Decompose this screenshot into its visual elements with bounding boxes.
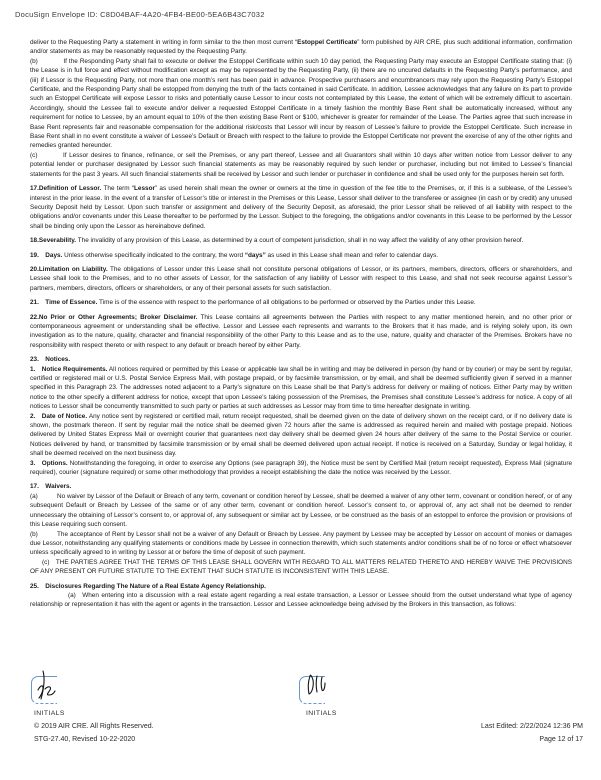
initials-field-left[interactable]	[31, 676, 57, 704]
text-segment: (b)	[30, 57, 64, 65]
bold-text-segment: 19.	[30, 251, 39, 259]
text-segment: If the Responding Party shall fail to execute or deliver the Estoppel Certificate within such 10 day period, the Requesting Party may execute an Estoppel Certificate stating that: (i) the Lease is in full force and effect without modification except as may be represented by the Requesting Party, (ii) there are no uncured defaults in the Requesting Party’s performance, and (iii) if Lessor is the Requesting Party, not more than one month’s rent has been paid in advance. Prospective purchasers and encumbrancers may rely upon the Requesting Party’s Estoppel Certificate, and the Responding Party shall be estopped from denying the truth of the facts contained in said Certificate. In addition, Lessee acknowledges that any failure on its part to provide such an Estoppel Certificate will expose Lessor to risks and potentially cause Lessor to incur costs not contemplated by this Lease, the extent of which will be extremely difficult to ascertain. Accordingly, should the Lessee fail to execute and/or deliver a requested Estoppel Certificate in a timely fashion the monthly Base Rent shall be automatically increased, without any requirement for notice to Lessee, by an amount equal to 10% of the then existing Base Rent or $100, whichever is greater for remainder of the Lease. The Parties agree that such increase in Base Rent represents fair and reasonable compensation for the additional risk/costs that Lessor will incur by reason of Lessee’s failure to provide the Estoppel Certificate. Such increase in Base Rent shall in no event constitute a waiver of Lessee’s Default or Breach with respect to the failure to provide the Estoppel Certificate nor prevent the exercise of any of the other rights and remedies granted hereunder.	[30, 57, 572, 150]
paragraph	[30, 151, 572, 179]
paragraph	[30, 582, 572, 591]
bold-text-segment: Days.	[45, 251, 63, 259]
text-segment: Any notice sent by registered or certified mail, return receipt requested, shall be deemed given on the date of delivery shown on the receipt card, or if no delivery date is shown, the postmark thereon. If sent by regular mail the notice shall be deemed given 72 hours after the same is addressed as required herein and mailed with postage prepaid. Notices delivered by United States Express Mail or overnight courier that guarantees next day delivery shall be deemed given 24 hours after delivery of the same to the Postal Service or courier. Notices delivered by hand, or transmitted by facsimile transmission or by email shall be deemed delivered upon actual receipt. If notice is received on a Saturday, Sunday or legal holiday, it shall be deemed received on the next business day.	[30, 412, 572, 458]
bold-text-segment: 25.	[30, 582, 39, 590]
bold-text-segment: 22.No Prior or Other Agreements; Broker Disclaimer.	[30, 313, 198, 321]
bold-text-segment: “days”	[244, 251, 266, 259]
footer-last-edited: Last Edited: 2/22/2024 12:36 PM	[481, 723, 583, 730]
bold-text-segment: Lessor	[134, 185, 155, 193]
paragraph	[30, 355, 572, 364]
bold-text-segment: Options.	[41, 459, 68, 467]
bold-text-segment: Notice Requirements.	[41, 365, 108, 373]
paragraph	[30, 412, 572, 459]
paragraph	[30, 459, 572, 478]
text-segment: deliver to the Requesting Party a statement in writing in form similar to the then most current “	[30, 39, 298, 46]
bold-text-segment: 17.Definition of Lessor.	[30, 185, 102, 193]
text-segment: (c)	[42, 558, 56, 566]
text-segment: (c)	[30, 151, 64, 159]
paragraph	[30, 38, 572, 57]
text-segment: The term “	[101, 185, 135, 193]
bold-text-segment: 21.	[30, 299, 39, 307]
bold-text-segment: Date of Notice.	[41, 412, 88, 420]
bold-text-segment: 1.	[30, 365, 36, 373]
footer-page-number: Page 12 of 17	[539, 736, 583, 743]
bold-text-segment: 18.Severability.	[30, 237, 77, 245]
text-segment: ” as used herein shall mean the owner or owners at the time in question of the fee title to the Premises, or, if this is a sublease, of the Lessee’s interest in the prior lease. In the event of a transfer of Lessor’s title or interest in the Premises or this Lease, Lessor shall deliver to the transferee or assignee (in cash or by credit) any unused Security Deposit held by Lessor. Upon such transfer or assignment and delivery of the Security Deposit, as aforesaid, the prior Lessor shall be relieved of all liability with respect to the obligations and/or covenants under this Lease thereafter to be performed by the Lessor. Subject to the foregoing, the obligations and/or covenants in this Lease to be performed by the Lessor shall be binding only upon the Lessor as hereinabove defined.	[30, 185, 572, 230]
bold-text-segment: 23.	[30, 356, 39, 364]
text-segment: All notices required or permitted by this Lease or applicable law shall be in writing and may be delivered in person (by hand or by courier) or may be sent by regular, certified or registered mail or U.S. Postal Service Express Mail, with postage prepaid, or by facsimile transmission, or by email, and shall be deemed sufficiently given if served in a manner specified in this Paragraph 23. The addresses noted adjacent to a Party’s signature on this Lease shall be that Party’s address for delivery or mailing of notices. Either Party may by written notice to the other specify a different address for notice, except that upon Lessee’s taking possession of the Premises, the Premises shall constitute Lessee’s address for notice. A copy of all notices to Lessor shall be concurrently transmitted to such party or parties at such addresses as Lessor may from time to time hereafter designate in writing.	[30, 365, 572, 411]
paragraph	[30, 298, 572, 307]
paragraph	[30, 265, 572, 293]
text-segment: This Lease contains all agreements between the Parties with respect to any matter mentioned herein, and no other prior or contemporaneous agreement or understanding shall be effective. Lessor and Lessee each represents and warrants to the Brokers that it has made, and is relying solely upon, its own investigation as to the nature, quality, character and financial responsibility of the other Party to this Lease and as to the use, nature, quality and character of the Premises. Brokers have no responsibility with respect thereto or with respect to any default or breach hereof by either Party.	[30, 313, 572, 349]
bold-text-segment: 17.	[30, 483, 39, 491]
paragraph	[30, 313, 572, 351]
bold-text-segment: Time of Essence.	[45, 299, 98, 307]
paragraph	[30, 184, 572, 231]
bold-text-segment: 20.Limitation on Liability.	[30, 265, 108, 273]
text-segment: When entering into a discussion with a real estate agent regarding a real estate transaction, a Lessor or Lessee should from the outset understand what type of agency relationship or representation it has with the agent or agents in the transaction. Lessor and Lessee acknowledge being advised by the Brokers in this transaction, as follows:	[30, 591, 572, 609]
text-segment: Unless otherwise specifically indicated to the contrary, the word	[62, 251, 245, 259]
paragraph	[30, 558, 572, 577]
paragraph	[30, 57, 572, 151]
text-segment: ” form published by AIR CRE, plus such additional information, confirmation and/or statements as may be reasonably requested by the Requesting Party.	[30, 39, 573, 56]
bold-text-segment: Estoppel Certificate	[297, 39, 358, 46]
paragraph	[30, 482, 572, 491]
initials-field-right[interactable]	[299, 676, 325, 704]
text-segment: Notwithstanding the foregoing, in order to exercise any Options (see paragraph 39), the Notice must be sent by Certified Mail (return receipt requested), Express Mail (signature required), courier (signature required) or some other methodology that provides a receipt establishing the date the notice was received by the Lessor.	[30, 459, 572, 477]
text-segment: The obligations of Lessor under this Lease shall not constitute personal obligations of Lessor, or its partners, members, directors, officers or shareholders, and Lessee shall look to the Premises, and to no other assets of Lessor, for the satisfaction of any liability of Lessor with respect to this Lease, and shall not seek recourse against Lessor’s partners, members, directors, officers or shareholders, or any of their personal assets for such satisfaction.	[30, 265, 572, 292]
initials-label-left: INITIALS	[34, 710, 65, 717]
text-segment: If Lessor desires to finance, refinance, or sell the Premises, or any part thereof, Lessee and all Guarantors shall within 10 days after written notice from Lessor deliver to any potential lender or purchaser designated by Lessor such financial statements as may be reasonably required by such lender or purchaser, including but not limited to Lessee’s financial statements for the past 3 years. All such financial statements shall be received by Lessor and such lender or purchaser in confidence and shall be used only for the purposes herein set forth.	[30, 151, 572, 178]
paragraph	[30, 251, 572, 260]
bold-text-segment: 3.	[30, 459, 36, 467]
paragraph	[30, 591, 572, 610]
bold-text-segment: Waivers.	[45, 483, 72, 491]
text-segment: Time is of the essence with respect to the performance of all obligations to be performed or observed by the Parties under this Lease.	[97, 299, 476, 307]
text-segment: No waiver by Lessor of the Default or Breach of any term, covenant or condition hereof by Lessee, shall be deemed a waiver of any other term, covenant or condition hereof, or of any subsequent Default or Breach by Lessee of the same or of any other term, covenant or condition hereof. Lessor’s consent to, or approval of, any act shall not be deemed to render unnecessary the obtaining of Lessor’s consent to, or approval of, any subsequent or similar act by Lessee, or be construed as the basis of an estoppel to enforce the provision or provisions of this Lease requiring such consent.	[30, 492, 572, 529]
footer-form-id: STG-27.40, Revised 10-22-2020	[34, 736, 136, 743]
paragraph	[30, 365, 572, 412]
text-segment: as used in this Lease shall mean and refer to calendar days.	[265, 251, 439, 259]
text-segment: (a)	[30, 492, 57, 500]
paragraph	[30, 236, 572, 245]
text-segment: (a)	[68, 591, 83, 599]
bold-text-segment: 2.	[30, 412, 36, 420]
footer-copyright: © 2019 AIR CRE. All Rights Reserved.	[34, 723, 154, 730]
text-segment: THE PARTIES AGREE THAT THE TERMS OF THIS LEASE SHALL GOVERN WITH REGARD TO ALL MATTERS RELATED THERETO AND HEREBY WAIVE THE PROVISIONS OF ANY PRESENT OR FUTURE STATUTE TO THE EXTENT THAT SUCH STATUTE IS INCONSISTENT WITH THIS LEASE.	[30, 558, 572, 576]
initials-label-right: INITIALS	[306, 710, 337, 717]
paragraph	[30, 492, 572, 530]
bold-text-segment: Disclosures Regarding The Nature of a Real Estate Agency Relationship.	[45, 582, 266, 590]
docusign-envelope-id: DocuSign Envelope ID: C8D04BAF-4A20-4FB4-BE00-5EA6B43C7032	[15, 10, 265, 19]
text-segment: The invalidity of any provision of this Lease, as determined by a court of competent jurisdiction, shall in no way affect the validity of any other provision hereof.	[76, 237, 524, 245]
bold-text-segment: Notices.	[45, 356, 71, 364]
text-segment: The acceptance of Rent by Lessor shall not be a waiver of any Default or Breach by Lessee. Any payment by Lessee may be accepted by Lessor on account of monies or damages due Lessor, notwithstanding any qualifying statements or conditions made by Lessee in connection therewith, which such statements and/or conditions shall be of no force or effect whatsoever unless specifically agreed to in writing by Lessor at or before the time of deposit of such payment.	[30, 530, 572, 557]
paragraph	[30, 530, 572, 558]
text-segment: (b)	[30, 530, 57, 538]
lease-document-body	[30, 38, 572, 610]
